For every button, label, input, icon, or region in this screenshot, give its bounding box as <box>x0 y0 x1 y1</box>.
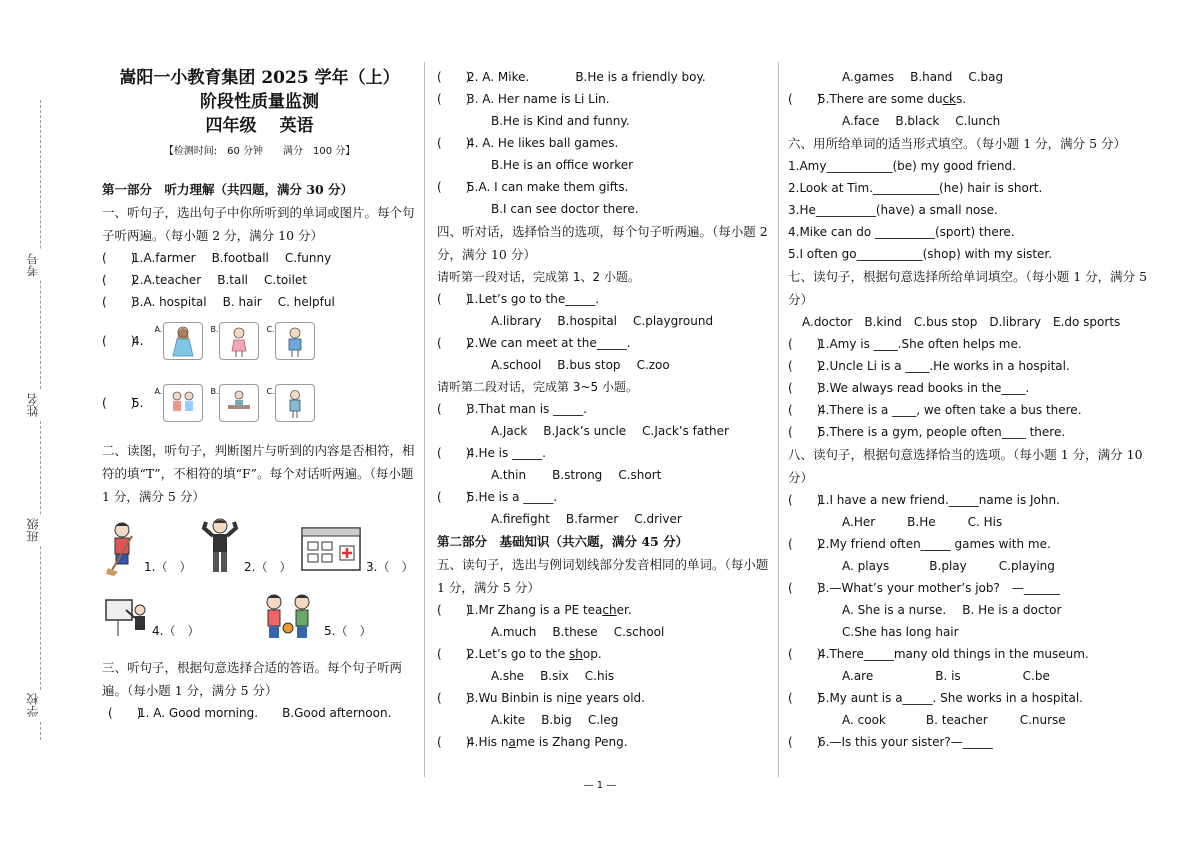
list-item-options: A.much B.these C.school <box>491 625 665 639</box>
section7-heading: 七、读句子，根据句意选择所给单词填空。（每小题 1 分，满分 5 分） <box>788 269 1148 307</box>
list-item: ( )1.I have a new friend._____name is John. <box>788 493 1060 507</box>
margin-label-exam-number: 考号 <box>24 250 41 280</box>
list-item: ( )6.—Is this your sister?—_____ <box>788 735 993 749</box>
list-item: ( )2.A.teacher B.tall C.toilet <box>102 273 308 287</box>
margin-label-school: 学校 <box>24 690 41 720</box>
list-item-options: A.Jack B.Jack’s uncle C.Jack’s father <box>491 424 729 438</box>
strong-man-picture <box>200 516 240 578</box>
hospital-picture <box>300 522 362 572</box>
section6-heading: 六、用所给单词的适当形式填空。（每小题 1 分，满分 5 分） <box>788 136 1127 151</box>
word-bank: A.doctor B.kind C.bus stop D.library E.do sports <box>802 315 1121 329</box>
column-2 <box>437 66 772 753</box>
list-item-options: A.kite B.big C.leg <box>491 713 619 727</box>
list-item: 2.Look at Tim.___________(he) hair is short. <box>788 181 1043 195</box>
list-item: ( )4.There is a ____, we often take a bus there. <box>788 403 1082 417</box>
part2-heading: 第二部分 基础知识（共六题，满分 45 分） <box>437 534 689 549</box>
column-divider <box>424 62 425 777</box>
list-item-options: A.library B.hospital C.playground <box>491 314 714 328</box>
list-item: ( )4.His name is Zhang Peng. <box>437 735 628 749</box>
list-item-option: B.He is Kind and funny. <box>491 114 630 128</box>
list-item: ( )2.Let’s go to the shop. <box>437 647 602 661</box>
list-item: 3.He__________(have) a small nose. <box>788 203 998 217</box>
answer-blank-3[interactable]: 3.（ ） <box>366 560 414 574</box>
list-item: ( )5.There are some ducks. <box>788 92 967 106</box>
list-item: ( )5.He is a _____. <box>437 490 558 504</box>
answer-blank-1[interactable]: 1.（ ） <box>144 560 192 574</box>
list-item: ( )3.We always read books in the____. <box>788 381 1030 395</box>
list-item: 1.Amy___________(be) my good friend. <box>788 159 1016 173</box>
list-item: ( )3.—What’s your mother’s job? —______ <box>788 581 1060 595</box>
list-item: ( )1.Mr Zhang is a PE teacher. <box>437 603 632 617</box>
kids-playing-picture: A. <box>163 384 203 422</box>
list-item-options: A. plays B.play C.playing <box>842 559 1055 573</box>
section5-heading: 五、读句子，选出与例词划线部分发音相同的单词。（每小题 1 分，满分 5 分） <box>437 557 769 595</box>
exam-subtitle: 阶段性质量监测 <box>200 92 319 112</box>
section2-pictures-row1 <box>102 516 417 596</box>
list-item: ( )4. A. He likes ball games. <box>437 136 619 150</box>
column-1 <box>102 66 417 724</box>
kid-desk-picture: B. <box>219 384 259 422</box>
list-item: ( )3.A. hospital B. hair C. helpful <box>102 295 335 309</box>
list-item-options: A.firefight B.farmer C.driver <box>491 512 682 526</box>
list-item: ( )3.That man is _____. <box>437 402 587 416</box>
girl-dress-picture: A. <box>163 322 203 360</box>
list-item: ( )1.Amy is ____.She often helps me. <box>788 337 1022 351</box>
column-divider <box>778 62 779 777</box>
exam-title: 嵩阳一小教育集团 2025 学年（上） <box>119 68 400 88</box>
section2-pictures-row2 <box>102 594 417 652</box>
picture-question-5: ( ) 5. A. B. C. <box>102 381 417 425</box>
binding-line <box>40 100 41 740</box>
list-item-option: B.He is an office worker <box>491 158 634 172</box>
column-3 <box>788 66 1160 753</box>
margin-label-class: 班级 <box>24 515 41 545</box>
list-item: 4.Mike can do __________(sport) there. <box>788 225 1015 239</box>
section8-heading: 八、读句子，根据句意选择恰当的选项。（每小题 1 分，满分 10 分） <box>788 447 1143 485</box>
grade-subject: 四年级 英语 <box>205 116 314 136</box>
list-item: ( )4.There_____many old things in the museum. <box>788 647 1089 661</box>
list-item: ( )4.He is _____. <box>437 446 546 460</box>
list-item-options: A.Her B.He C. His <box>842 515 1003 529</box>
margin-label-name: 姓名 <box>24 390 41 420</box>
section2-heading: 二、读图，听句子，判断图片与听到的内容是否相符，相符的填“T”，不相符的填“F”。每个对话听两遍。（每小题 1 分，满分 5 分） <box>102 443 415 504</box>
list-item: ( )3. A. Her name is Li Lin. <box>437 92 610 106</box>
answer-blank-4[interactable]: 4.（ ） <box>152 624 200 638</box>
boy-standing-picture: C. <box>275 384 315 422</box>
list-item: ( )5.There is a gym, people often____ there. <box>788 425 1066 439</box>
list-item-options: A.thin B.strong C.short <box>491 468 662 482</box>
list-item-options: A.face B.black C.lunch <box>842 114 1001 128</box>
list-item: ( )1.A.farmer B.football C.funny <box>102 251 332 265</box>
section4-heading: 四、听对话，选择恰当的选项，每个句子听两遍。（每小题 2 分，满分 10 分） <box>437 224 768 262</box>
kids-basketball-picture <box>258 590 320 646</box>
list-item-options: A.she B.six C.his <box>491 669 615 683</box>
part1-heading: 第一部分 听力理解（共四题，满分 30 分） <box>102 182 354 197</box>
section1-heading: 一、听句子，选出句子中你所听到的单词或图片。每个句子听两遍。（每小题 2 分，满分 10 分） <box>102 205 415 243</box>
list-item: ( )2. A. Mike. B.He is a friendly boy. <box>437 70 706 84</box>
picture-question-4: ( ) 4. A. B. C. <box>102 319 417 363</box>
list-item: ( )2.My friend often_____ games with me. <box>788 537 1051 551</box>
list-item-options: A. cook B. teacher C.nurse <box>842 713 1066 727</box>
exam-info: 【检测时间: 60 分钟 满分 100 分】 <box>163 146 356 157</box>
teacher-pointing-picture <box>104 594 150 644</box>
list-item-options: A.games B.hand C.bag <box>842 70 1004 84</box>
list-item: ( )1. A. Good morning. B.Good afternoon. <box>108 706 392 720</box>
list-item: ( )5.A. I can make them gifts. <box>437 180 629 194</box>
list-item: 5.I often go___________(shop) with my sister. <box>788 247 1053 261</box>
boy-picture: C. <box>275 322 315 360</box>
list-item: ( )2.Uncle Li is a ____.He works in a hospital. <box>788 359 1070 373</box>
boy-sweeping-picture <box>104 520 142 576</box>
answer-blank-5[interactable]: 5.（ ） <box>324 624 372 638</box>
section4-subheading: 请听第二段对话，完成第 3~5 小题。 <box>437 380 638 394</box>
list-item-options: A. She is a nurse. B. He is a doctor <box>842 603 1062 617</box>
section3-heading: 三、听句子，根据句意选择合适的答语。每个句子听两遍。（每小题 1 分，满分 5 分） <box>102 660 403 698</box>
list-item: ( )5.My aunt is a_____. She works in a hospital. <box>788 691 1083 705</box>
list-item: ( )3.Wu Binbin is nine years old. <box>437 691 645 705</box>
answer-blank-2[interactable]: 2.（ ） <box>244 560 292 574</box>
list-item-option: C.She has long hair <box>842 625 959 639</box>
list-item-option: B.I can see doctor there. <box>491 202 639 216</box>
list-item-options: A.are B. is C.be <box>842 669 1050 683</box>
girl-small-picture: B. <box>219 322 259 360</box>
list-item: ( )2.We can meet at the_____. <box>437 336 631 350</box>
list-item-options: A.school B.bus stop C.zoo <box>491 358 670 372</box>
list-item: ( )1.Let’s go to the_____. <box>437 292 600 306</box>
page-number: — 1 — <box>583 780 617 791</box>
section4-subheading: 请听第一段对话，完成第 1、2 小题。 <box>437 270 640 284</box>
